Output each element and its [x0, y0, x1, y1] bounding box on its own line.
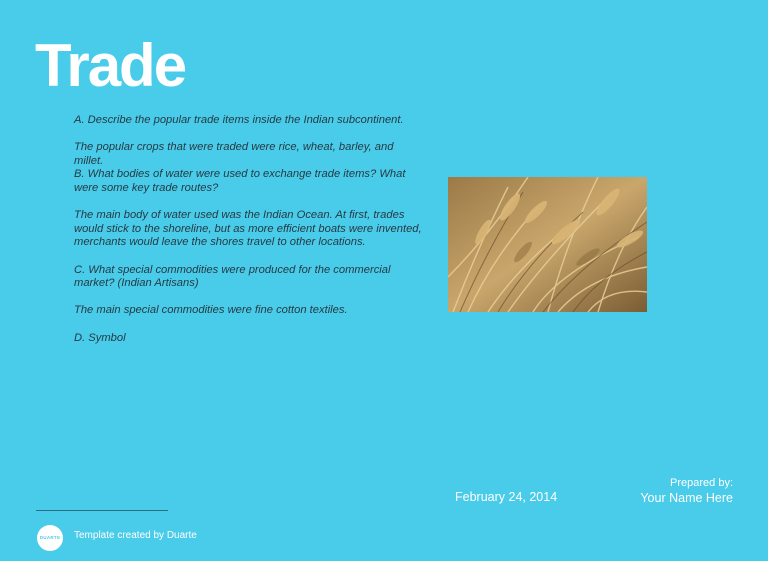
logo-text: DUARTE	[39, 535, 61, 540]
slide-title: Trade	[35, 32, 186, 99]
presenter-name: Your Name Here	[640, 491, 733, 505]
answer-a: The popular crops that were traded were rice, wheat, barley, and millet.	[74, 141, 394, 167]
question-d: D. Symbol	[74, 331, 126, 344]
footer-divider	[36, 510, 168, 511]
wheat-photo	[448, 177, 647, 312]
template-credit: Template created by Duarte	[74, 530, 197, 541]
slide-body	[74, 114, 424, 359]
question-b: B. What bodies of water were used to exchange trade items? What were some key trade routes?	[74, 168, 406, 194]
presentation-date: February 24, 2014	[455, 490, 558, 504]
answer-b: The main body of water used was the Indian Ocean. At first, trades would stick to the shoreline, but as more efficient boats were invented, merchants would leave the shores travel to other locations.	[74, 209, 422, 249]
answer-c: The main special commodities were fine cotton textiles.	[74, 304, 348, 317]
question-a: A. Describe the popular trade items inside the Indian subcontinent.	[74, 114, 404, 126]
prepared-by-label: Prepared by:	[670, 477, 733, 489]
question-c: C. What special commodities were produced for the commercial market? (Indian Artisans)	[74, 263, 391, 290]
duarte-logo-icon	[37, 525, 63, 551]
